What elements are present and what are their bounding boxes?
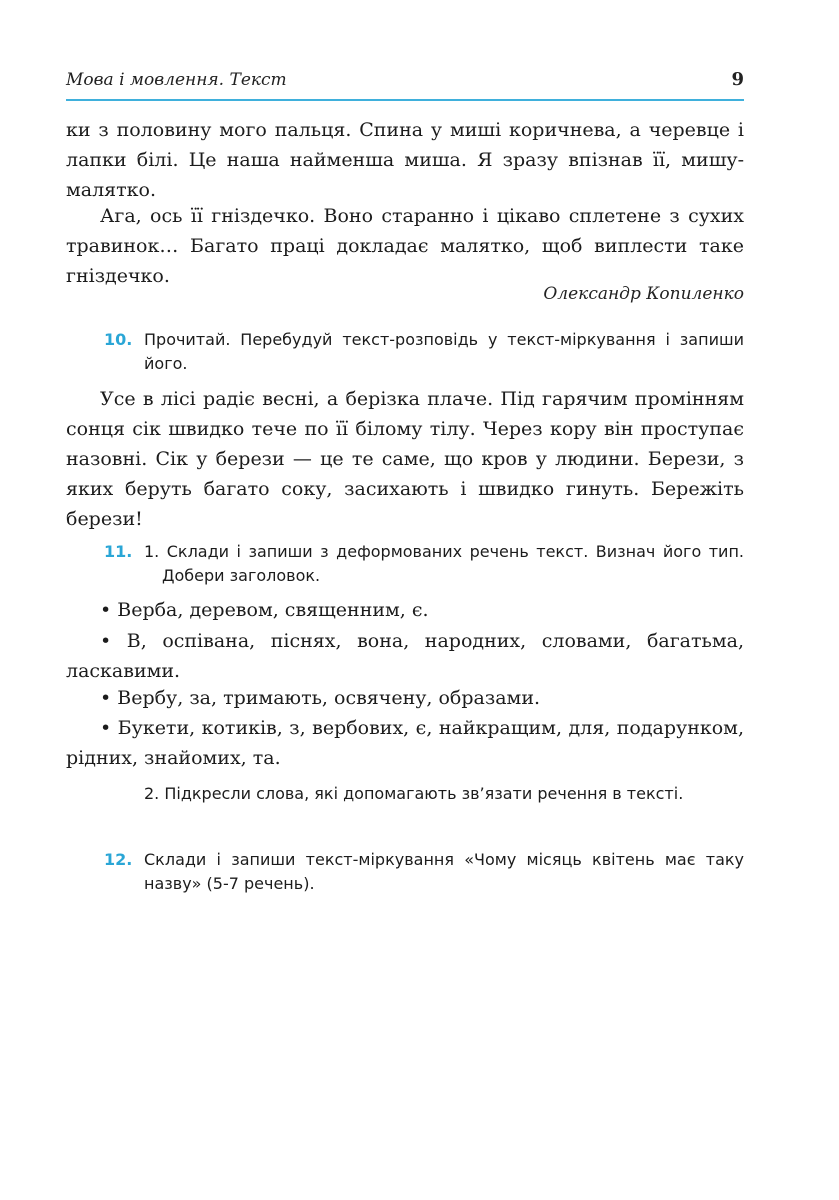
task-12-instruction: Склади і запиши текст-міркування «Чому місяць квітень має таку назву» (5-7 речень). — [144, 850, 744, 893]
task-10-instruction: Прочитай. Перебудуй текст-розповідь у текст-міркування і запиши його. — [144, 330, 744, 373]
story-author: Олександр Копиленко — [543, 284, 744, 304]
task-10-text: Усе в лісі радіє весні, а берізка плаче. Під гарячим промінням сонця сік швидко тече по її білому тілу. Через кору він проступає назовні. Сік у берези — це те саме, що кров у людини. Берези, з яких беруть багато соку, засихають і швидко гинуть. Бережіть берези! — [66, 388, 744, 530]
header-rule — [66, 99, 744, 101]
task-12-number: 12. — [104, 850, 133, 869]
page-header — [66, 70, 744, 96]
task-10-number: 10. — [104, 330, 133, 349]
task-11-bullet-1: • Верба, деревом, священним, є. — [100, 599, 429, 621]
task-11-bullet-3: • Вербу, за, тримають, освячену, образами. — [100, 687, 541, 709]
story-paragraph-1: ки з половину мого пальця. Спина у миші коричнева, а черевце і лапки білі. Це наша найменша миша. Я зразу впізнав її, мишу-малятко. — [66, 119, 744, 201]
running-title: Мова і мовлення. Текст — [66, 70, 287, 90]
task-11-instruction-1: 1. Склади і запиши з деформованих речень текст. Визнач його тип. Добери заголовок. — [144, 542, 744, 585]
task-11-instruction-2: 2. Підкресли слова, які допомагають зв’язати речення в тексті. — [144, 784, 684, 803]
task-11 — [104, 540, 744, 588]
task-11-bullet-4: • Букети, котиків, з, вербових, є, найкращим, для, подарунком, рідних, знайомих, та. — [66, 717, 744, 769]
task-11-bullet-2: • В, оспівана, піснях, вона, народних, словами, багатьма, ласкавими. — [66, 630, 744, 682]
page-number: 9 — [731, 69, 744, 90]
task-11-number: 11. — [104, 542, 133, 561]
task-10 — [104, 328, 744, 376]
story-paragraph-2: Ага, ось її гніздечко. Воно старанно і цікаво сплетене з сухих травинок… Багато праці докладає малятко, щоб виплести таке гніздечко. — [66, 205, 744, 287]
task-12 — [104, 848, 744, 896]
